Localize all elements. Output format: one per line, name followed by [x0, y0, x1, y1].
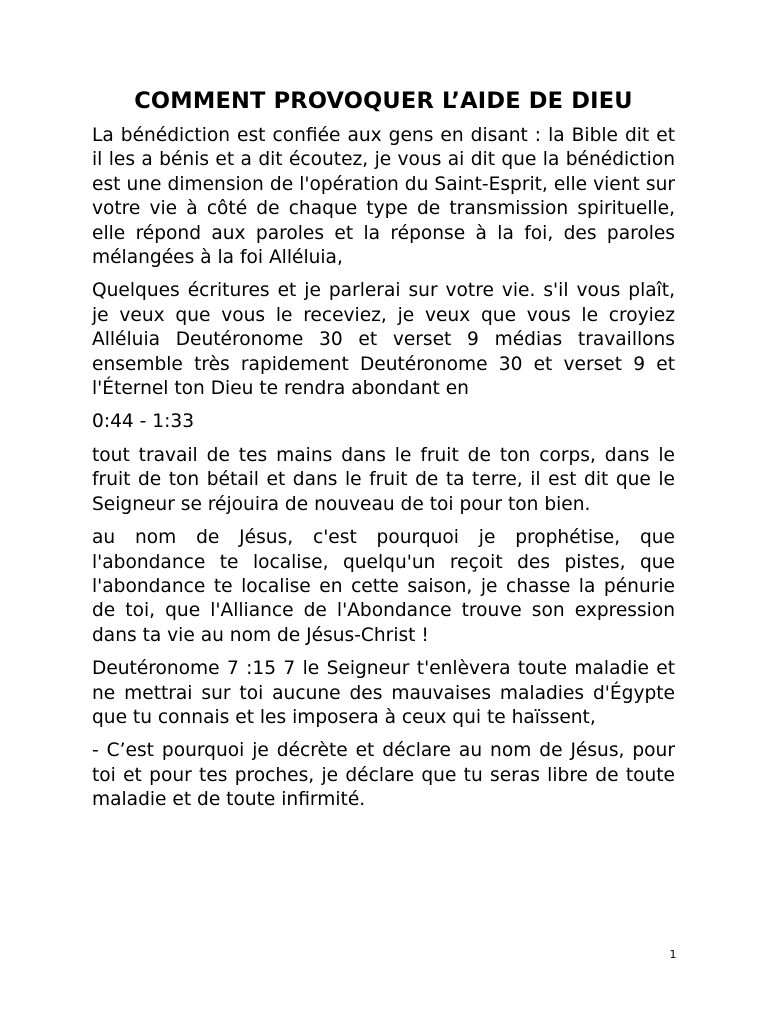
timestamp-paragraph: 0:44 - 1:33: [92, 411, 195, 433]
paragraph-3: tout travail de tes mains dans le fruit de ton corps, dans le fruit de ton bétail et dans le fruit de ta terre, il est dit que le Seigneur se réjouira de nouveau de toi pour ton bien.: [92, 444, 675, 515]
page-number: 1: [669, 948, 677, 961]
document-body: [92, 86, 675, 822]
paragraph-1: La bénédiction est confiée aux gens en disant : la Bible dit et il les a bénis et a dit écoutez, je vous ai dit que la bénédiction est une dimension de l'opération du Saint-Esprit, elle vient sur votre vie à côté de chaque type de transmission spirituelle, elle répond aux paroles et la réponse à la foi, des paroles mélangées à la foi Alléluia,: [92, 125, 675, 269]
document-title: COMMENT PROVOQUER L’AIDE DE DIEU: [134, 88, 633, 114]
paragraph-6: - C’est pourquoi je décrète et déclare au nom de Jésus, pour toi et pour tes proches, je déclare que tu seras libre de toute maladie et de toute infirmité.: [92, 740, 675, 811]
paragraph-2: Quelques écritures et je parlerai sur votre vie. s'il vous plaît, je veux que vous le receviez, je veux que vous le croyiez Alléluia Deutéronome 30 et verset 9 médias travaillons ensemble très rapidement Deutéronome 30 et verset 9 et l'Éternel ton Dieu te rendra abondant en: [92, 280, 675, 400]
paragraph-5: Deutéronome 7 :15 7 le Seigneur t'enlèvera toute maladie et ne mettrai sur toi aucune des mauvaises maladies d'Égypte que tu connais et les imposera à ceux qui te haïssent,: [92, 658, 675, 728]
paragraph-4: au nom de Jésus, c'est pourquoi je prophétise, que l'abondance te localise, quelqu'un reçoit des pistes, que l'abondance te localise en cette saison, je chasse la pénurie de toi, que l'Alliance de l'Abondance trouve son expression dans ta vie au nom de Jésus-Christ !: [92, 527, 675, 646]
